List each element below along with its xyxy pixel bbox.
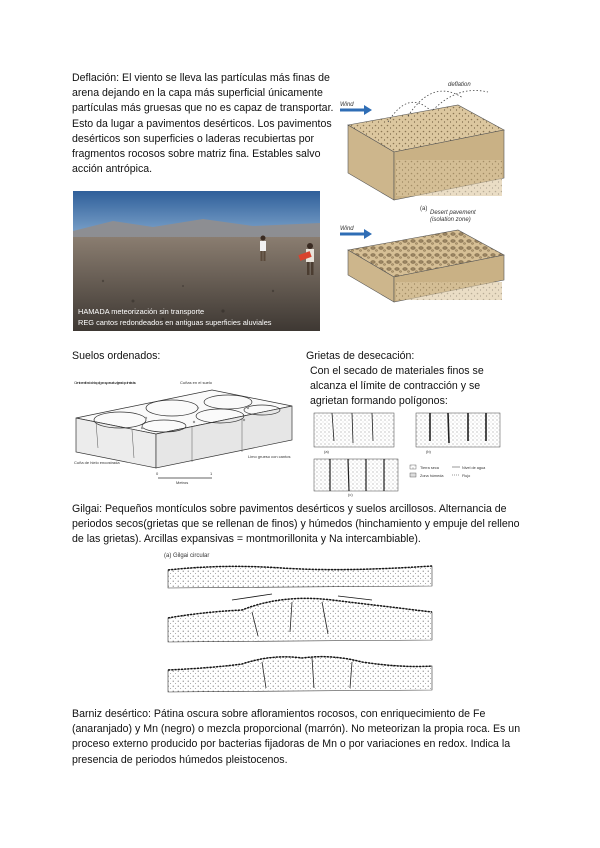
upper-block xyxy=(348,105,504,200)
panel-a-label: (a) xyxy=(420,206,428,212)
scale-zero: 0 xyxy=(156,471,159,476)
gilgai-paragraph: Gilgai: Pequeños montículos sobre pavimentos desérticos y suelos arcillosos. Alternancia de periodos secos(grietas que se rellenan de finos) y húmedos (hinchamiento y empuje del relleno de las grietas). Arcillas expansivas = montmorillonita y Na intercambiable). xyxy=(72,503,520,546)
grietas-heading: Grietas de desecación: xyxy=(306,350,415,362)
photo-caption-reg: REG cantos redondeados en antiguas superficies aluviales xyxy=(78,318,272,327)
callout-cunas: Cuñas en el suelo xyxy=(180,380,213,385)
desert-photo xyxy=(73,191,320,331)
deflation-label: deflation xyxy=(448,82,471,88)
svg-text:Wind: Wind xyxy=(340,226,354,232)
isolation-zone-label: (isolation zone) xyxy=(430,217,471,223)
callout-centro: Centro en el fondo de los polígonos, por suelo... aligerado por heladas xyxy=(74,380,137,385)
scale-metros: Metros xyxy=(176,480,189,484)
crack-panel-a xyxy=(314,413,394,454)
crack-panel-c xyxy=(314,459,398,497)
svg-text:(a): (a) xyxy=(324,449,329,454)
svg-text:(b): (b) xyxy=(426,449,431,454)
svg-text:Tierra seca: Tierra seca xyxy=(420,466,439,470)
gilgai-diagram xyxy=(162,550,442,695)
svg-text:Nivel de agua: Nivel de agua xyxy=(462,466,486,470)
gilgai-figure-label: (a) Gilgai circular xyxy=(164,553,210,559)
deflacion-paragraph: Deflación: El viento se lleva las partículas más finas de arena dejando en la capa más superficial únicamente partículas más gruesas que no es capaz de transportar. Esto da lugar a pavimentos desérticos. Los pavimentos desérticos son superficies o laderas recubiertas por fragmentos rocosos sobre matriz fina. Estables salvo acción antrópica. xyxy=(72,72,334,176)
suelos-ordenados-heading: Suelos ordenados: xyxy=(72,350,161,362)
svg-text:(c): (c) xyxy=(348,492,353,497)
lower-block xyxy=(348,230,504,302)
photo-caption-hamada: HAMADA meteorización sin transporte xyxy=(78,307,205,316)
callout-cuna-hielo: Cuña de hielo encostrada xyxy=(74,460,120,465)
gilgai-profile-1 xyxy=(168,566,432,588)
svg-text:Zona húmeda: Zona húmeda xyxy=(420,474,444,478)
deflation-block-diagram xyxy=(338,70,510,310)
desert-pavement-label: Desert pavement xyxy=(430,210,476,216)
wind-arrow-upper xyxy=(340,102,372,115)
scale-one: 1 xyxy=(210,471,213,476)
desiccation-cracks-diagram xyxy=(312,411,510,497)
wind-arrow-lower xyxy=(340,226,372,239)
gilgai-profile-2 xyxy=(168,594,432,642)
gilgai-profile-3 xyxy=(168,657,432,692)
svg-text:Wind: Wind xyxy=(340,102,354,108)
barniz-paragraph: Barniz desértico: Pátina oscura sobre afloramientos rocosos, con enriquecimiento de Fe (anaranjado) y Mn (negro) o mezcla proporcional (marrón). No meteorizan la propia roca. Es un proceso externo producido por bacterias fijadoras de Mn o por variaciones en redox. Indica la presencia de periodos húmedos pleistocenos. xyxy=(72,708,521,766)
crack-legend xyxy=(410,465,486,478)
crack-panel-b xyxy=(416,413,500,454)
svg-text:Flujo: Flujo xyxy=(462,474,471,478)
patterned-ground-diagram xyxy=(72,378,296,484)
callout-limo: Limo grueso con cantos xyxy=(248,454,291,459)
grietas-paragraph: Con el secado de materiales finos se alcanza el límite de contracción y se agrietan formando polígonos: xyxy=(310,365,484,408)
